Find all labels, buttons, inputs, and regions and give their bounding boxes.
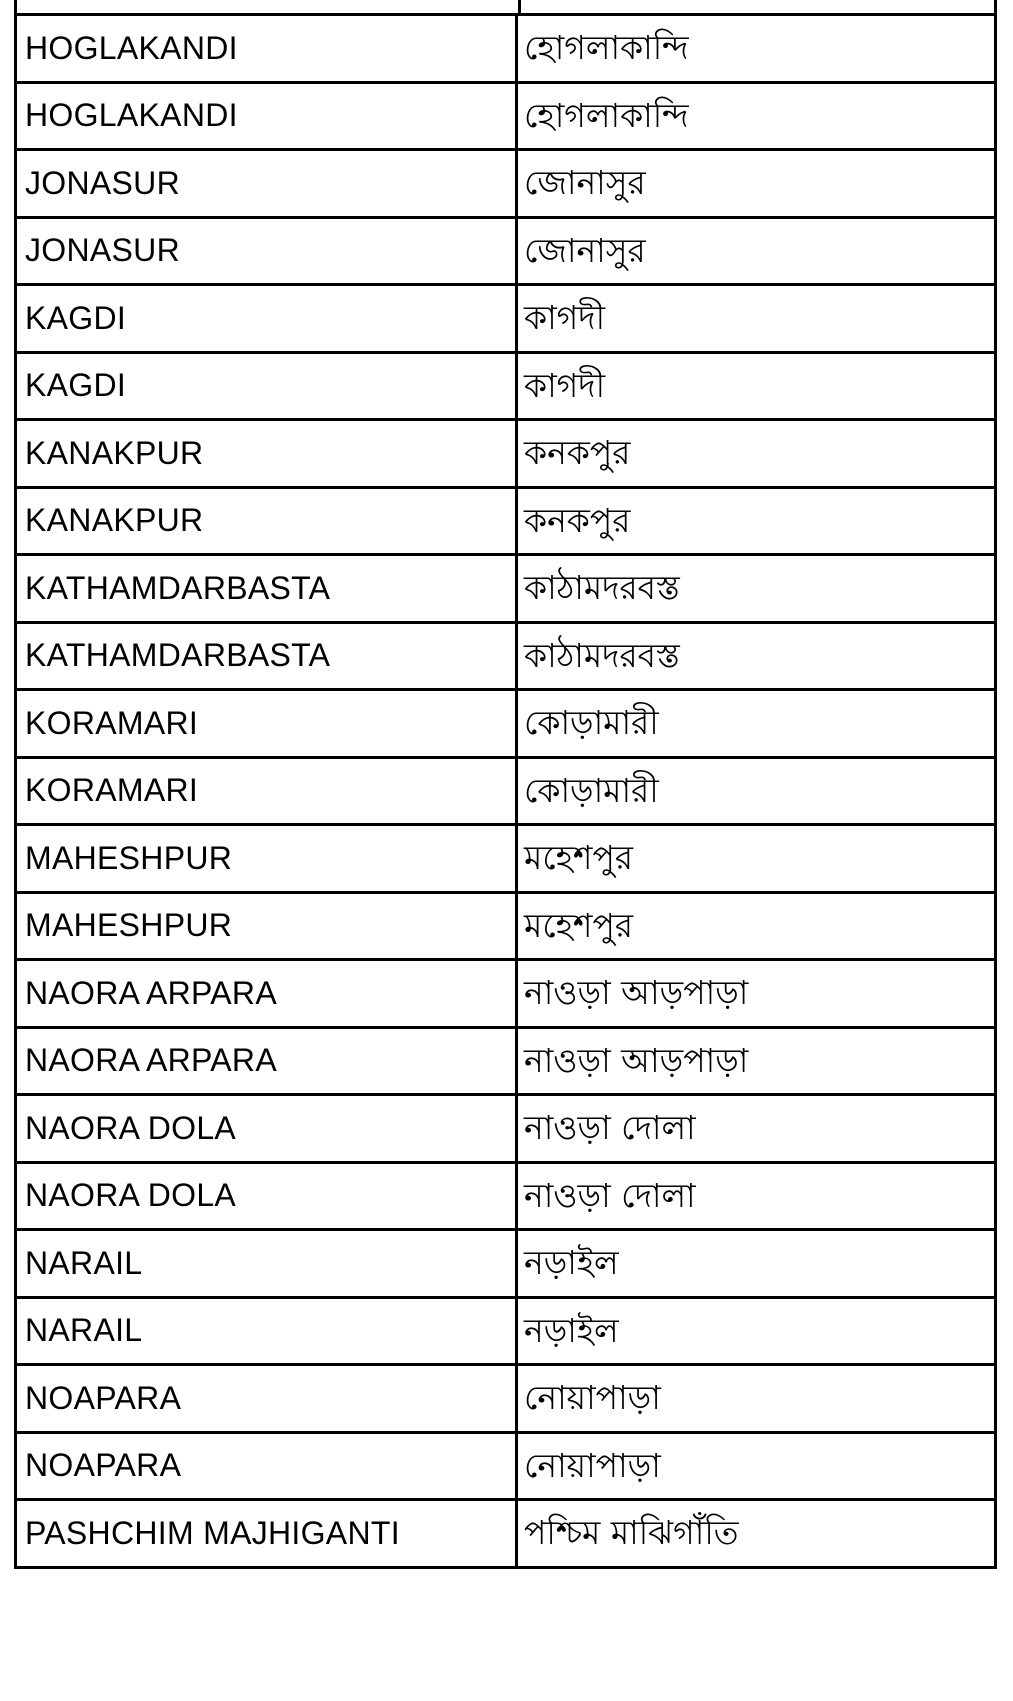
- table-row: [14, 84, 997, 152]
- table-row: [14, 961, 997, 1029]
- english-name-cell: KANAKPUR: [14, 421, 518, 486]
- english-name-cell: NAORA DOLA: [14, 1096, 518, 1161]
- english-name-cell: JONASUR: [14, 219, 518, 284]
- bengali-name-cell: কনকপুর: [518, 489, 997, 554]
- bengali-name-cell: নাওড়া দোলা: [518, 1164, 997, 1229]
- table-right-border: [994, 0, 997, 13]
- bengali-name-cell: নোয়াপাড়া: [518, 1366, 997, 1431]
- english-name-cell: NOAPARA: [14, 1366, 518, 1431]
- bengali-name-cell: কোড়ামারী: [518, 691, 997, 756]
- table-row: [14, 691, 997, 759]
- table-row: [14, 1366, 997, 1434]
- english-name-cell: HOGLAKANDI: [14, 84, 518, 149]
- table-row: [14, 1029, 997, 1097]
- table-row: [14, 826, 997, 894]
- english-name-cell: KATHAMDARBASTA: [14, 624, 518, 689]
- table-row: [14, 1501, 997, 1569]
- bengali-name-cell: নাওড়া আড়পাড়া: [518, 961, 997, 1026]
- bengali-name-cell: কাগদী: [518, 354, 997, 419]
- bengali-name-cell: নড়াইল: [518, 1231, 997, 1296]
- english-name-cell: NAORA ARPARA: [14, 1029, 518, 1094]
- table-row: [14, 1231, 997, 1299]
- bengali-name-cell: জোনাসুর: [518, 219, 997, 284]
- bengali-name-cell: কোড়ামারী: [518, 759, 997, 824]
- english-name-cell: NARAIL: [14, 1299, 518, 1364]
- english-name-cell: HOGLAKANDI: [14, 16, 518, 81]
- english-name-cell: KORAMARI: [14, 691, 518, 756]
- table-row: [14, 151, 997, 219]
- bengali-name-cell: নোয়াপাড়া: [518, 1434, 997, 1499]
- table-row: [14, 354, 997, 422]
- bengali-name-cell: কাঠামদরবস্ত: [518, 556, 997, 621]
- table-row: [14, 286, 997, 354]
- english-name-cell: KAGDI: [14, 354, 518, 419]
- table-row: [14, 421, 997, 489]
- english-name-cell: NAORA ARPARA: [14, 961, 518, 1026]
- table-row: [14, 1164, 997, 1232]
- english-name-cell: NOAPARA: [14, 1434, 518, 1499]
- place-name-table: [14, 13, 997, 1569]
- bengali-name-cell: নড়াইল: [518, 1299, 997, 1364]
- bengali-name-cell: নাওড়া আড়পাড়া: [518, 1029, 997, 1094]
- bengali-name-cell: জোনাসুর: [518, 151, 997, 216]
- table-row: [14, 219, 997, 287]
- english-name-cell: MAHESHPUR: [14, 894, 518, 959]
- table-row: [14, 489, 997, 557]
- english-name-cell: KAGDI: [14, 286, 518, 351]
- bengali-name-cell: কনকপুর: [518, 421, 997, 486]
- english-name-cell: JONASUR: [14, 151, 518, 216]
- english-name-cell: KANAKPUR: [14, 489, 518, 554]
- english-name-cell: NARAIL: [14, 1231, 518, 1296]
- table-row: [14, 1096, 997, 1164]
- bengali-name-cell: কাঠামদরবস্ত: [518, 624, 997, 689]
- table-row: [14, 624, 997, 692]
- english-name-cell: KATHAMDARBASTA: [14, 556, 518, 621]
- column-divider: [518, 0, 521, 13]
- table-row: [14, 759, 997, 827]
- table-row: [14, 16, 997, 84]
- english-name-cell: MAHESHPUR: [14, 826, 518, 891]
- english-name-cell: KORAMARI: [14, 759, 518, 824]
- bengali-name-cell: মহেশপুর: [518, 894, 997, 959]
- table-row: [14, 1434, 997, 1502]
- bengali-name-cell: হোগলাকান্দি: [518, 84, 997, 149]
- bengali-name-cell: হোগলাকান্দি: [518, 16, 997, 81]
- table-row: [14, 1299, 997, 1367]
- bengali-name-cell: কাগদী: [518, 286, 997, 351]
- table-row: [14, 556, 997, 624]
- english-name-cell: NAORA DOLA: [14, 1164, 518, 1229]
- bengali-name-cell: নাওড়া দোলা: [518, 1096, 997, 1161]
- table-row: [14, 894, 997, 962]
- english-name-cell: PASHCHIM MAJHIGANTI: [14, 1501, 518, 1566]
- previous-row-fragment: [14, 0, 997, 13]
- bengali-name-cell: মহেশপুর: [518, 826, 997, 891]
- bengali-name-cell: পশ্চিম মাঝিগাঁতি: [518, 1501, 997, 1566]
